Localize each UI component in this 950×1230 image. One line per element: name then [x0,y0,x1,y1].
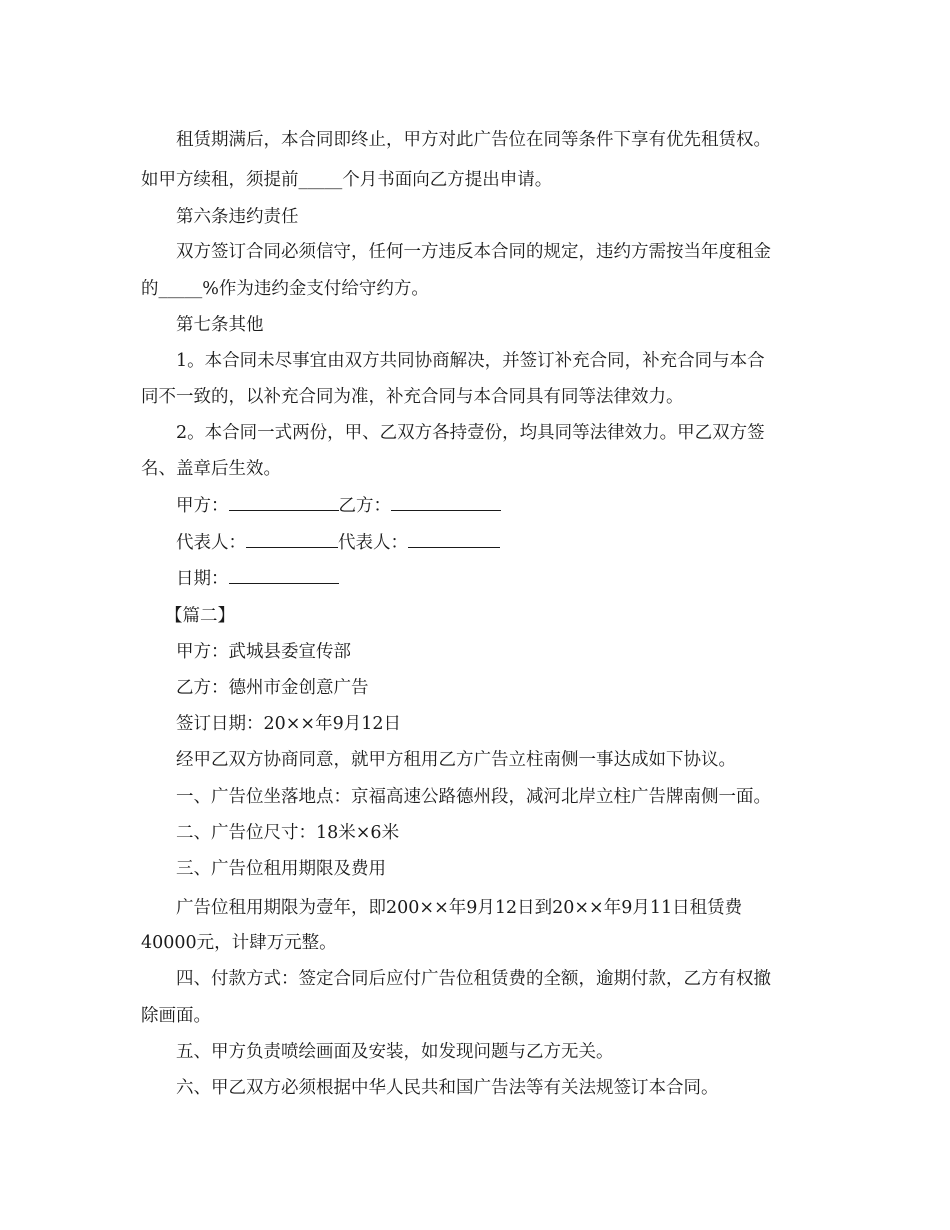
paragraph-line: 40000元，计肆万元整。 [141,933,337,953]
paragraph-line: 2。本合同一式两份，甲、乙双方各持壹份，均具同等法律效力。甲乙双方签 [176,423,765,443]
section-heading: 【篇二】 [165,606,235,626]
date-blank [229,568,339,584]
paragraph-line: 1。本合同未尽事宜由双方共同协商解决，并签订补充合同，补充合同与本合 [176,351,765,371]
clause-line: 六、甲乙双方必须根据中华人民共和国广告法等有关法规签订本合同。 [176,1078,719,1098]
party-a-label: 甲方： [176,496,229,516]
paragraph-line: 的_____%作为违约金支付给守约方。 [141,279,429,299]
sign-date-line: 签订日期：20××年9月12日 [176,714,401,734]
signature-line-representatives [176,531,500,555]
rep-a-label: 代表人： [176,533,246,553]
date-label: 日期： [176,569,229,589]
rep-b-blank [408,532,500,548]
paragraph-line: 名、盖章后生效。 [141,459,281,479]
article-heading: 第六条违约责任 [176,207,299,227]
party-a-line: 甲方：武城县委宣传部 [176,642,351,662]
rep-b-label: 代表人： [338,533,408,553]
paragraph-line: 除画面。 [141,1006,211,1026]
paragraph-line: 广告位租用期限为壹年，即200××年9月12日到20××年9月11日租赁费 [176,898,743,918]
article-heading: 第七条其他 [176,315,264,335]
party-b-blank [391,495,501,511]
clause-line: 五、甲方负责喷绘画面及安装，如发现问题与乙方无关。 [176,1042,614,1062]
signature-line-date [176,567,339,591]
party-b-label: 乙方： [338,496,391,516]
clause-line: 一、广告位坐落地点：京福高速公路德州段，减河北岸立柱广告牌南侧一面。 [176,787,771,807]
paragraph-line: 双方签订合同必须信守，任何一方违反本合同的规定，违约方需按当年度租金 [176,242,771,262]
party-b-line: 乙方：德州市金创意广告 [176,678,369,698]
paragraph-line: 同不一致的，以补充合同为准，补充合同与本合同具有同等法律效力。 [141,387,684,407]
clause-line: 三、广告位租用期限及费用 [176,859,386,879]
signature-line-parties [176,494,501,518]
clause-line: 二、广告位尺寸：18米×6米 [176,823,400,843]
paragraph-line: 如甲方续租，须提前_____个月书面向乙方提出申请。 [141,170,553,190]
clause-line: 四、付款方式：签定合同后应付广告位租赁费的全额，逾期付款，乙方有权撤 [176,969,771,989]
rep-a-blank [246,532,338,548]
intro-line: 经甲乙双方协商同意，就甲方租用乙方广告立柱南侧一事达成如下协议。 [176,750,736,770]
party-a-blank [229,495,339,511]
paragraph-line: 租赁期满后，本合同即终止，甲方对此广告位在同等条件下享有优先租赁权。 [176,130,771,150]
